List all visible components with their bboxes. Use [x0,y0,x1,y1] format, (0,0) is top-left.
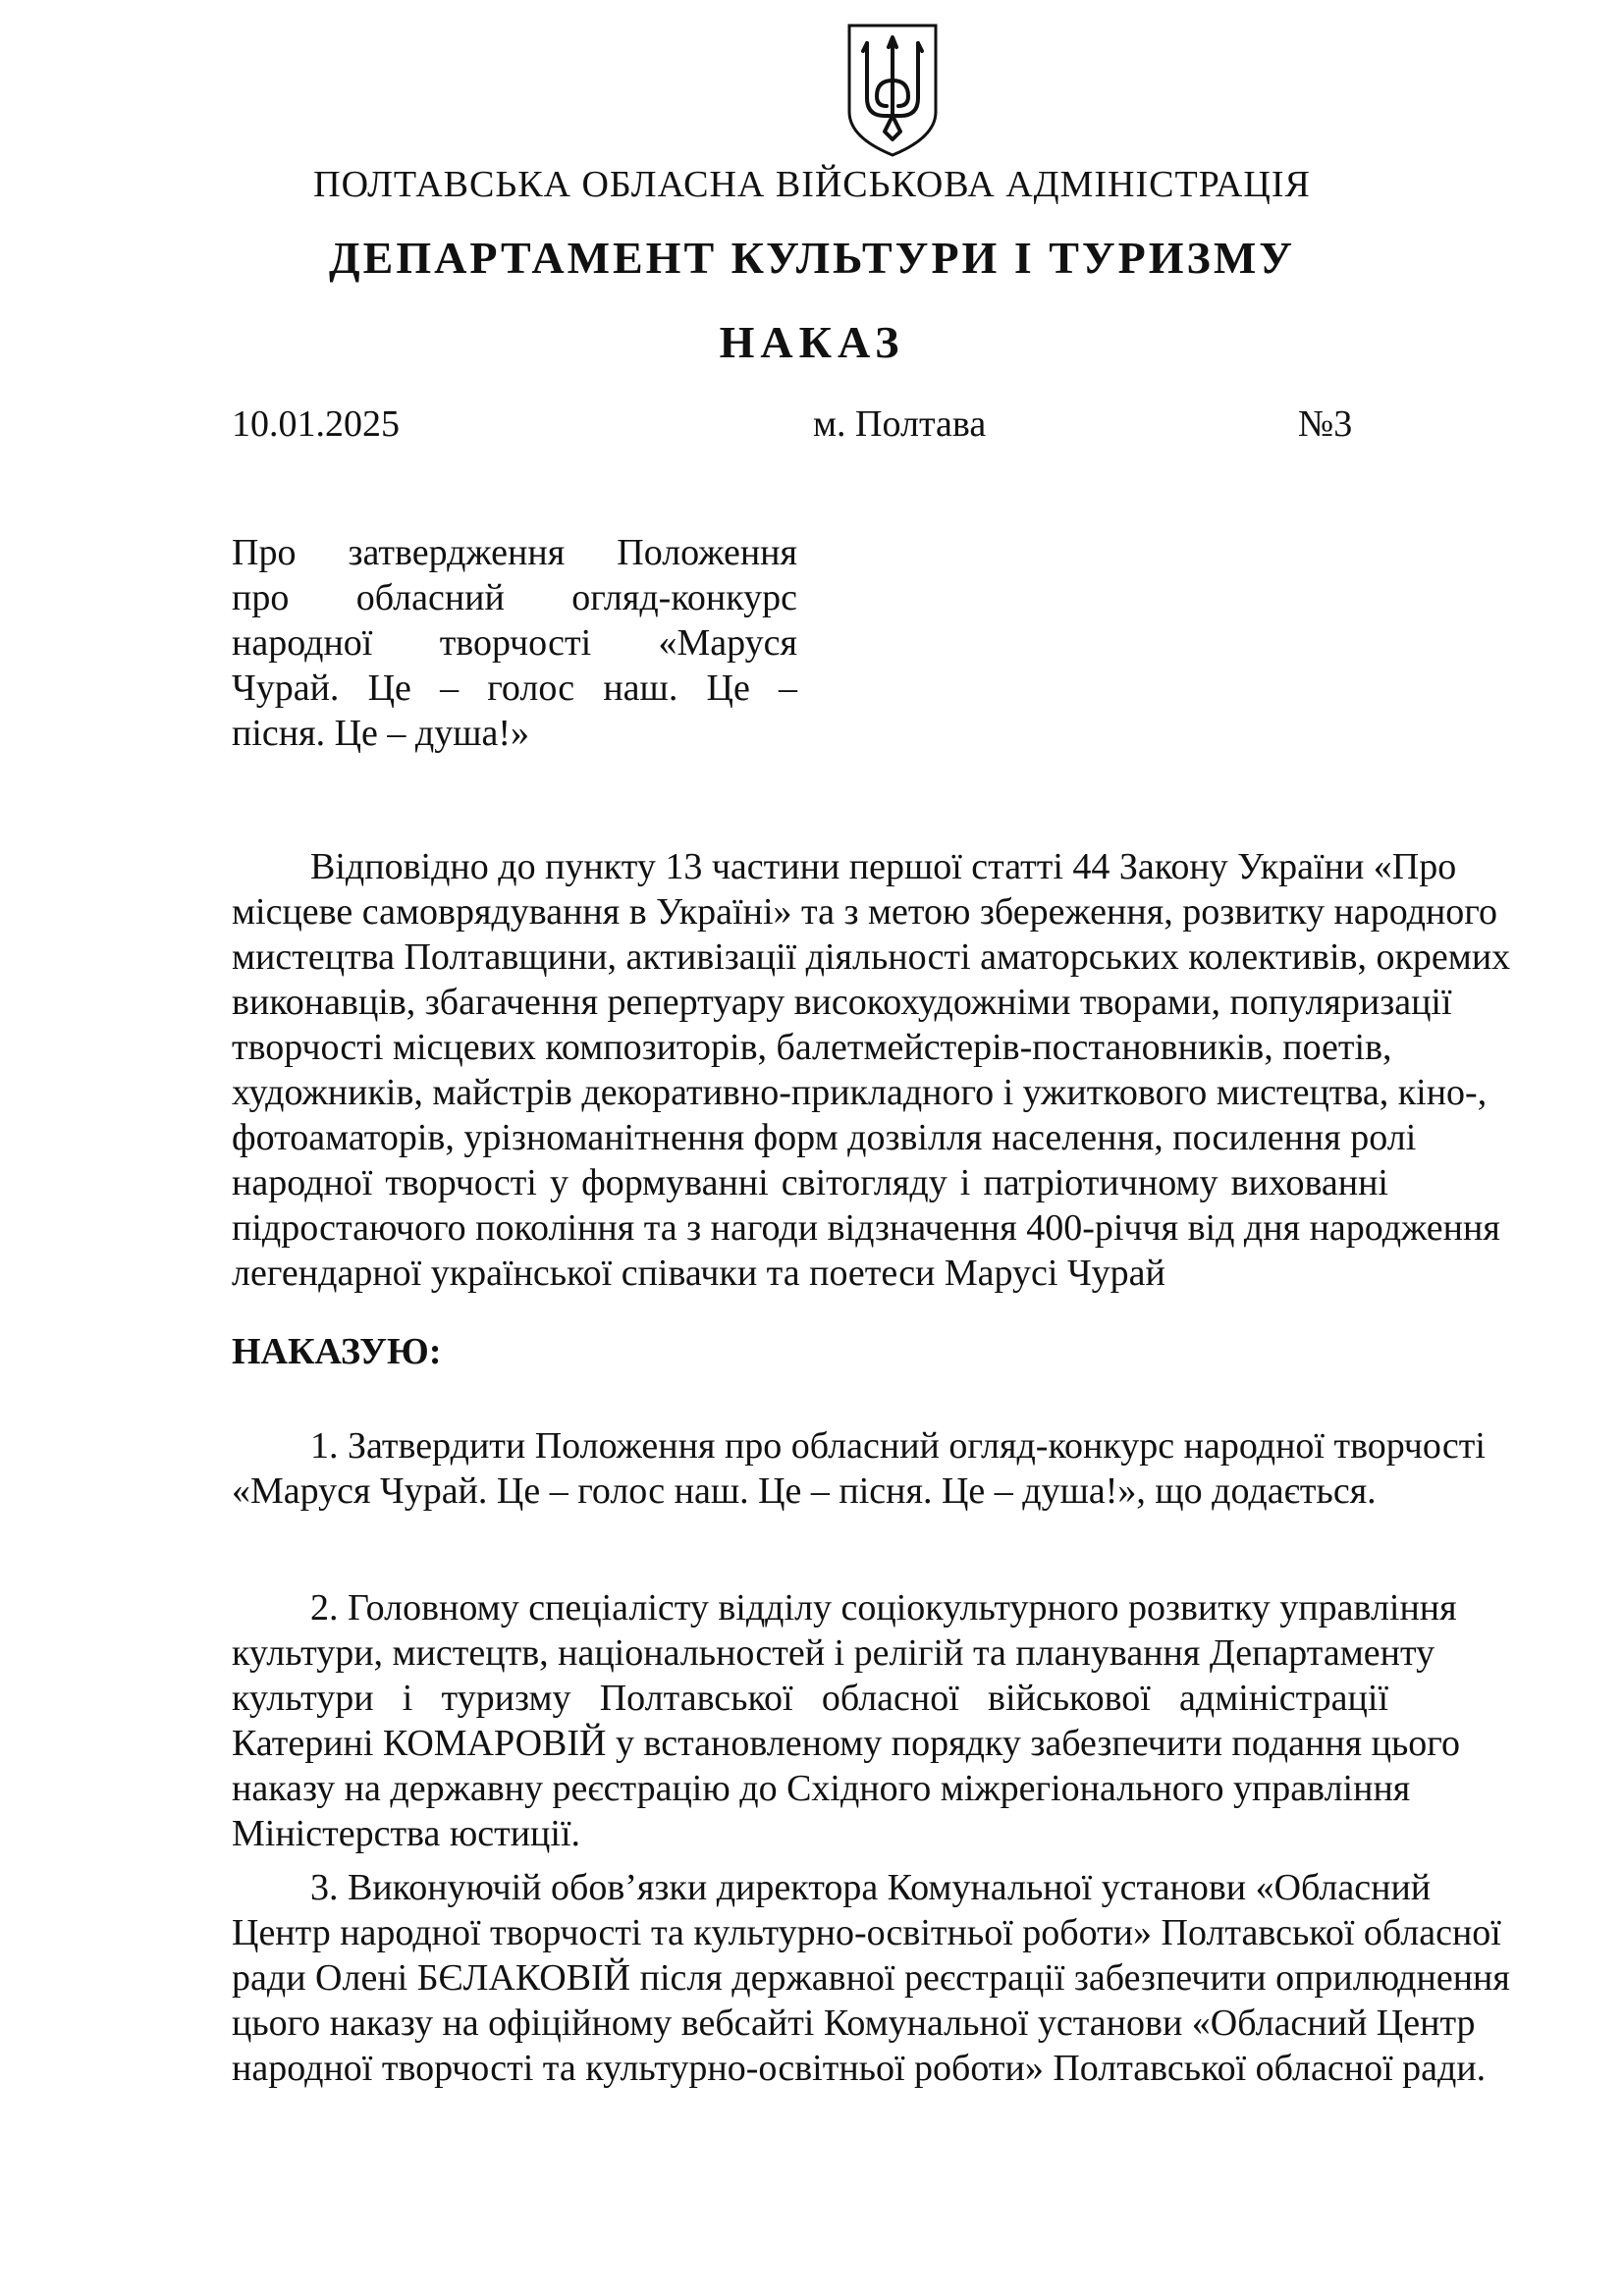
order-item-line: Катерині КОМАРОВІЙ у встановленому порядку забезпечити подання цього [232,1723,1460,1764]
order-item-line: 2. Головному спеціалісту відділу соціокультурного розвитку управління [310,1587,1457,1629]
preamble-line: творчості місцевих композиторів, балетмейстерів-постановників, поетів, [232,1027,1392,1068]
document-number: №3 [1298,403,1353,445]
preamble-line: місцеве самоврядування в Україні» та з метою збереження, розвитку народного [232,891,1497,933]
preamble-paragraph [232,844,1511,1296]
preamble-line: підростаючого покоління та з нагоди відзначення 400-річчя від дня народження [232,1207,1500,1249]
order-item-line: наказу на державну реєстрацію до Східного міжрегіонального управління [232,1768,1411,1809]
document-subject [232,530,797,756]
preamble-line: виконавців, збагачення репертуару високохудожніми творами, популяризації [232,982,1452,1023]
order-item-3 [232,1865,1510,2091]
organization-name: ПОЛТАВСЬКА ОБЛАСНА ВІЙСЬКОВА АДМІНІСТРАЦІЯ [313,164,1311,205]
coat-of-arms-icon [843,22,942,159]
document-type: НАКАЗ [719,317,905,367]
subject-line: Чурай. Це – голос наш. Це – [232,667,797,709]
subject-line: пісня. Це – душа!» [232,713,529,754]
preamble-line: легендарної української співачки та поетеси Марусі Чурай [232,1253,1165,1294]
preamble-line: художників, майстрів декоративно-прикладного і ужиткового мистецтва, кіно-, [232,1072,1488,1113]
subject-line: Про затвердження Положення [232,532,797,573]
order-item-1 [232,1423,1486,1514]
order-item-line: Міністерства юстиції. [232,1813,581,1854]
order-item-line: Центр народної творчості та культурно-освітньої роботи» Полтавської обласної [232,1912,1501,1953]
preamble-line: народної творчості у формуванні світогляду і патріотичному вихованні [232,1162,1388,1203]
order-item-line: культури і туризму Полтавської обласної військової адміністрації [232,1678,1388,1719]
document-place: м. Полтава [813,403,987,445]
preamble-line: мистецтва Полтавщини, активізації діяльності аматорських колективів, окремих [232,936,1511,978]
document-date: 10.01.2025 [232,403,400,445]
order-heading: НАКАЗУЮ: [232,1331,442,1372]
order-item-line: 1. Затвердити Положення про обласний огляд-конкурс народної творчості [310,1425,1486,1467]
order-item-line: 3. Виконуючій обов’язки директора Комунальної установи «Обласний [310,1867,1432,1908]
preamble-line: Відповідно до пункту 13 частини першої статті 44 Закону України «Про [310,846,1457,887]
order-item-line: народної творчості та культурно-освітньої роботи» Полтавської обласної ради. [232,2048,1487,2089]
order-item-line: «Маруся Чурай. Це – голос наш. Це – пісня. Це – душа!», що додається. [232,1470,1377,1512]
department-name: ДЕПАРТАМЕНТ КУЛЬТУРИ І ТУРИЗМУ [328,233,1295,283]
subject-line: народної творчості «Маруся [232,622,797,664]
preamble-line: фотоаматорів, урізноманітнення форм дозвілля населення, посилення ролі [232,1117,1417,1158]
order-item-line: цього наказу на офіційному вебсайті Комунальної установи «Обласний Центр [232,2002,1476,2044]
order-item-line: ради Олені БЄЛАКОВІЙ після державної реєстрації забезпечити оприлюднення [232,1957,1510,1999]
order-item-2 [232,1585,1460,1856]
subject-line: про обласний огляд-конкурс [232,577,797,618]
order-item-line: культури, мистецтв, національностей і релігій та планування Департаменту [232,1632,1435,1674]
